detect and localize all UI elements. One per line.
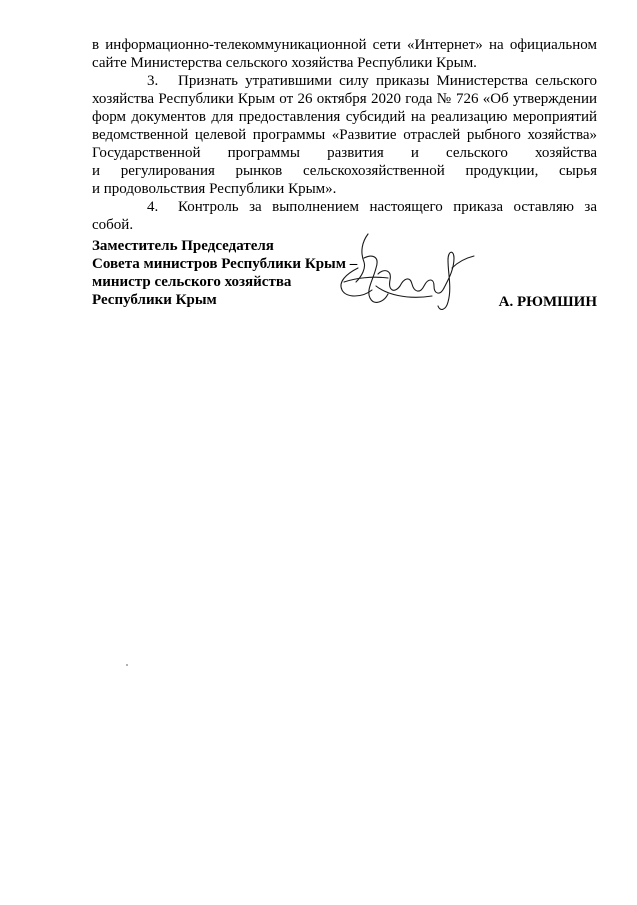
intro-line-1: в информационно-телекоммуникационной сети «Интернет» на официальном <box>92 37 597 53</box>
item-3 <box>92 72 597 198</box>
item-3-line-7: и продовольствия Республики Крым». <box>92 181 337 197</box>
intro-line-2: сайте Министерства сельского хозяйства Республики Крым. <box>92 55 477 71</box>
item-3-line-1 <box>92 72 597 90</box>
item-4-number: 4. <box>147 199 159 215</box>
document-body <box>92 36 597 234</box>
signatory-title-2: Совета министров Республики Крым – <box>92 256 358 272</box>
item-3-line-3: форм документов для предоставления субсидий на реализацию мероприятий <box>92 109 597 125</box>
signatory-title-1: Заместитель Председателя <box>92 238 274 254</box>
item-3-line-5: Государственной программы развития и сельского хозяйства <box>92 145 597 161</box>
signatory-name: А. РЮМШИН <box>498 294 597 310</box>
item-3-line-4: ведомственной целевой программы «Развитие отраслей рыбного хозяйства» <box>92 127 597 143</box>
item-4-text: Контроль за выполнением настоящего приказа оставляю за собой. <box>92 199 597 233</box>
scan-speck <box>126 664 128 666</box>
item-3-text-1: Признать утратившими силу приказы Министерства сельского <box>178 73 597 89</box>
signatory-title-4: Республики Крым <box>92 292 217 308</box>
item-3-number: 3. <box>147 73 159 89</box>
item-3-line-2: хозяйства Республики Крым от 26 октября 2020 года № 726 «Об утверждении <box>92 91 597 107</box>
handwritten-signature <box>336 228 486 326</box>
signatory-title-3: министр сельского хозяйства <box>92 274 292 290</box>
item-3-line-6: и регулирования рынков сельскохозяйственной продукции, сырья <box>92 163 597 179</box>
